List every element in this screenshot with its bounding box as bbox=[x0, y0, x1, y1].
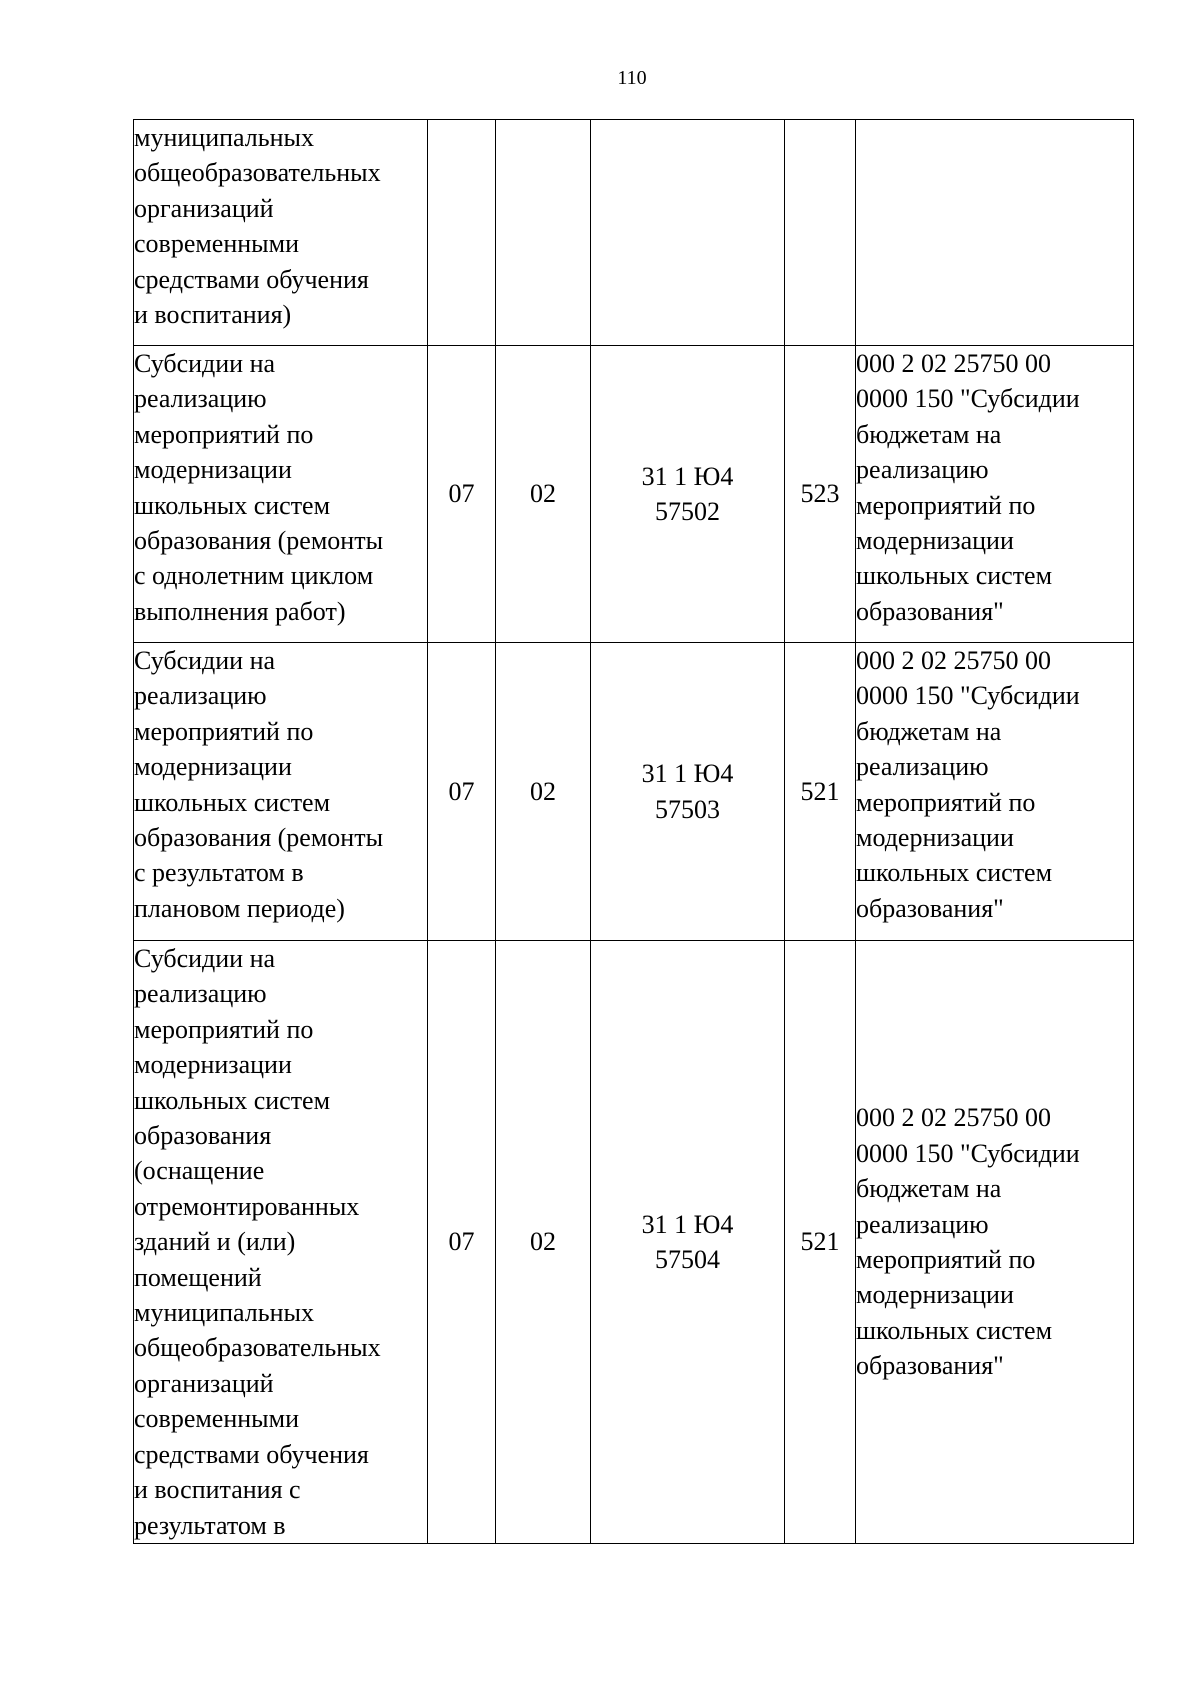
expense-type-cell bbox=[785, 346, 856, 643]
target-article-code: 31 1 Ю4 57502 bbox=[641, 461, 734, 526]
target-article-cell bbox=[591, 643, 785, 941]
revenue-code: 000 2 02 25750 00 0000 150 "Субсидии бюджетам на реализацию мероприятий по модернизации школьных систем образования" bbox=[856, 349, 1080, 626]
budget-classification-table bbox=[133, 119, 1134, 1544]
table-row bbox=[134, 346, 1134, 643]
target-article-cell bbox=[591, 120, 785, 346]
subsection-cell bbox=[496, 643, 591, 941]
table-row bbox=[134, 643, 1134, 941]
expense-name: Субсидии на реализацию мероприятий по модернизации школьных систем образования (ремонты с однолетним циклом выполнения работ) bbox=[134, 349, 384, 626]
subsection-code: 02 bbox=[530, 1227, 556, 1257]
section-cell bbox=[428, 346, 496, 643]
subsection-code: 02 bbox=[530, 776, 556, 806]
expense-name: Субсидии на реализацию мероприятий по модернизации школьных систем образования (оснащение отремонтированных зданий и (или) помещений муниципальных общеобразовательных организаций современными средствами обучения и воспитания с результатом в bbox=[134, 944, 381, 1540]
expense-type-code: 521 bbox=[800, 776, 840, 806]
subsection-code: 02 bbox=[530, 479, 556, 509]
expense-name-cell bbox=[134, 941, 428, 1544]
expense-type-code: 521 bbox=[800, 1227, 840, 1257]
expense-name-cell bbox=[134, 120, 428, 346]
revenue-code: 000 2 02 25750 00 0000 150 "Субсидии бюджетам на реализацию мероприятий по модернизации школьных систем образования" bbox=[856, 1103, 1080, 1381]
target-article-code: 31 1 Ю4 57504 bbox=[641, 1209, 734, 1274]
section-code: 07 bbox=[448, 1227, 475, 1257]
expense-type-cell bbox=[785, 941, 856, 1544]
expense-type-code: 523 bbox=[800, 479, 840, 509]
revenue-code-cell bbox=[856, 941, 1134, 1544]
target-article-cell bbox=[591, 346, 785, 643]
section-code: 07 bbox=[448, 479, 475, 509]
page-number: 110 bbox=[617, 67, 647, 89]
expense-name-cell bbox=[134, 346, 428, 643]
expense-name: Субсидии на реализацию мероприятий по модернизации школьных систем образования (ремонты с результатом в плановом периоде) bbox=[134, 646, 384, 923]
section-cell bbox=[428, 120, 496, 346]
expense-type-cell bbox=[785, 120, 856, 346]
expense-type-cell bbox=[785, 643, 856, 941]
section-cell bbox=[428, 643, 496, 941]
expense-name: муниципальных общеобразовательных организаций современными средствами обучения и воспитания) bbox=[134, 123, 381, 330]
subsection-cell bbox=[496, 941, 591, 1544]
target-article-code: 31 1 Ю4 57503 bbox=[641, 759, 734, 824]
revenue-code: 000 2 02 25750 00 0000 150 "Субсидии бюджетам на реализацию мероприятий по модернизации школьных систем образования" bbox=[856, 646, 1080, 923]
target-article-cell bbox=[591, 941, 785, 1544]
table-row bbox=[134, 941, 1134, 1544]
expense-name-cell bbox=[134, 643, 428, 941]
section-code: 07 bbox=[448, 776, 475, 806]
subsection-cell bbox=[496, 120, 591, 346]
revenue-code-cell bbox=[856, 346, 1134, 643]
revenue-code-cell bbox=[856, 643, 1134, 941]
revenue-code-cell bbox=[856, 120, 1134, 346]
section-cell bbox=[428, 941, 496, 1544]
table-row bbox=[134, 120, 1134, 346]
subsection-cell bbox=[496, 346, 591, 643]
